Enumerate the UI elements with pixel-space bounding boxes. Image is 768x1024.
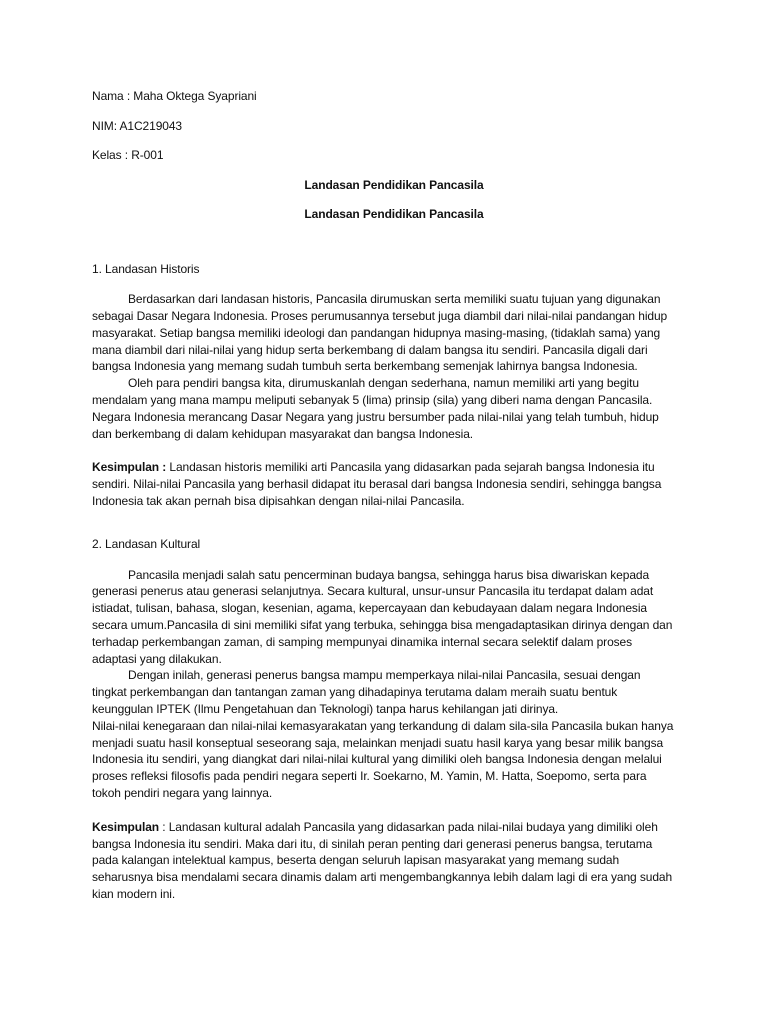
spacer [92, 277, 678, 291]
spacer [92, 802, 678, 819]
conclusion-label: Kesimpulan : [92, 460, 167, 475]
conclusion-text: : Landasan kultural adalah Pancasila yang didasarkan pada nilai-nilai budaya yang dimiliki oleh bangsa Indonesia itu sendiri. Maka dari itu, di sinilah peran penting dari generasi penerus bangsa, terutama pada kalangan intelektual kampus, beserta dengan seluruh lapisan masyarakat yang memang sudah seharusnya bisa mendalami secara dinamis dalam arti mengembangkannya lebih dalam lagi di era yang sudah kian modern ini. [92, 819, 673, 901]
conclusion-text: Landasan historis memiliki arti Pancasila yang didasarkan pada sejarah bangsa Indonesia itu sendiri. Nilai-nilai Pancasila yang berhasil didapat itu berasal dari bangsa Indonesia sendiri, sehingga bangsa Indonesia tak akan pernah bisa dipisahkan dengan nilai-nilai Pancasila. [92, 460, 662, 509]
kultural-conclusion [92, 819, 678, 903]
kultural-paragraph-2: Dengan inilah, generasi penerus bangsa mampu memperkaya nilai-nilai Pancasila, sesuai dengan tingkat perkembangan dan tantangan zaman yang dihadapinya terutama dalam meraih suatu bentuk keunggulan IPTEK (Ilmu Pengetahuan dan Teknologi) tanpa harus kehilangan jati dirinya. [92, 668, 641, 717]
conclusion-label: Kesimpulan [92, 819, 160, 834]
historis-paragraph-1: Berdasarkan dari landasan historis, Pancasila dirumuskan serta memiliki suatu tujuan yang digunakan sebagai Dasar Negara Indonesia. Proses perumusannya tersebut juga diambil dari nilai-nilai pandangan hidup masyarakat. Setiap bangsa memiliki ideologi dan pandangan hidupnya masing-masing, (tidaklah sama) yang mana diambil dari nilai-nilai yang hidup serta berkembang di dalam bangsa itu sendiri. Pancasila digali dari bangsa Indonesia yang memang sudah tumbuh serta berkembang semenjak lahirnya bangsa Indonesia. [92, 292, 668, 374]
section-heading-historis: 1. Landasan Historis [92, 261, 200, 276]
student-name: Nama : Maha Oktega Syapriani [92, 89, 257, 103]
spacer [92, 553, 678, 567]
spacer [92, 510, 678, 536]
historis-paragraph-2: Oleh para pendiri bangsa kita, dirumuskanlah dengan sederhana, namun memiliki arti yang begitu mendalam yang mana mampu meliputi sebanyak 5 (lima) prinsip (sila) yang diberi nama dengan Pancasila. Negara Indonesia merancang Dasar Negara yang justru bersumber pada nilai-nilai yang telah tumbuh, hidup dan berkembang di dalam kehidupan masyarakat dan bangsa Indonesia. [92, 376, 659, 441]
historis-conclusion [92, 459, 678, 509]
document-title-repeat: Landasan Pendidikan Pancasila [304, 207, 484, 221]
kultural-paragraph-3: Nilai-nilai kenegaraan dan nilai-nilai kemasyarakatan yang terkandung di dalam sila-sila Pancasila bukan hanya menjadi suatu hasil konseptual seseorang saja, melainkan menjadi suatu hasil karya yang besar milik bangsa Indonesia itu sendiri, yang diangkat dari nilai-nilai kultural yang dimiliki oleh bangsa Indonesia dengan melalui proses refleksi filosofis pada pendiri negara seperti Ir. Soekarno, M. Yamin, M. Hatta, Soepomo, serta para tokoh pendiri negara yang lainnya. [92, 718, 674, 801]
document-content [92, 88, 678, 903]
spacer [92, 442, 678, 459]
student-class: Kelas : R-001 [92, 148, 164, 162]
spacer [92, 236, 678, 261]
kultural-paragraph-1: Pancasila menjadi salah satu pencerminan budaya bangsa, sehingga harus bisa diwariskan kepada generasi penerus atau generasi selanjutnya. Secara kultural, unsur-unsur Pancasila itu terdapat dalam adat istiadat, tulisan, bahasa, slogan, kesenian, agama, kepercayaan dan kebudayaan dalam negara Indonesia secara umum.Pancasila di sini memiliki sifat yang terbuka, sehingga bisa mengadaptasikan dirinya dengan dan terhadap perkembangan zaman, di samping mempunyai dinamika internal secara selektif dalam proses adaptasi yang dilakukan. [92, 567, 673, 666]
student-nim: NIM: A1C219043 [92, 118, 182, 133]
section-heading-kultural: 2. Landasan Kultural [92, 536, 201, 551]
document-title: Landasan Pendidikan Pancasila [304, 177, 484, 192]
